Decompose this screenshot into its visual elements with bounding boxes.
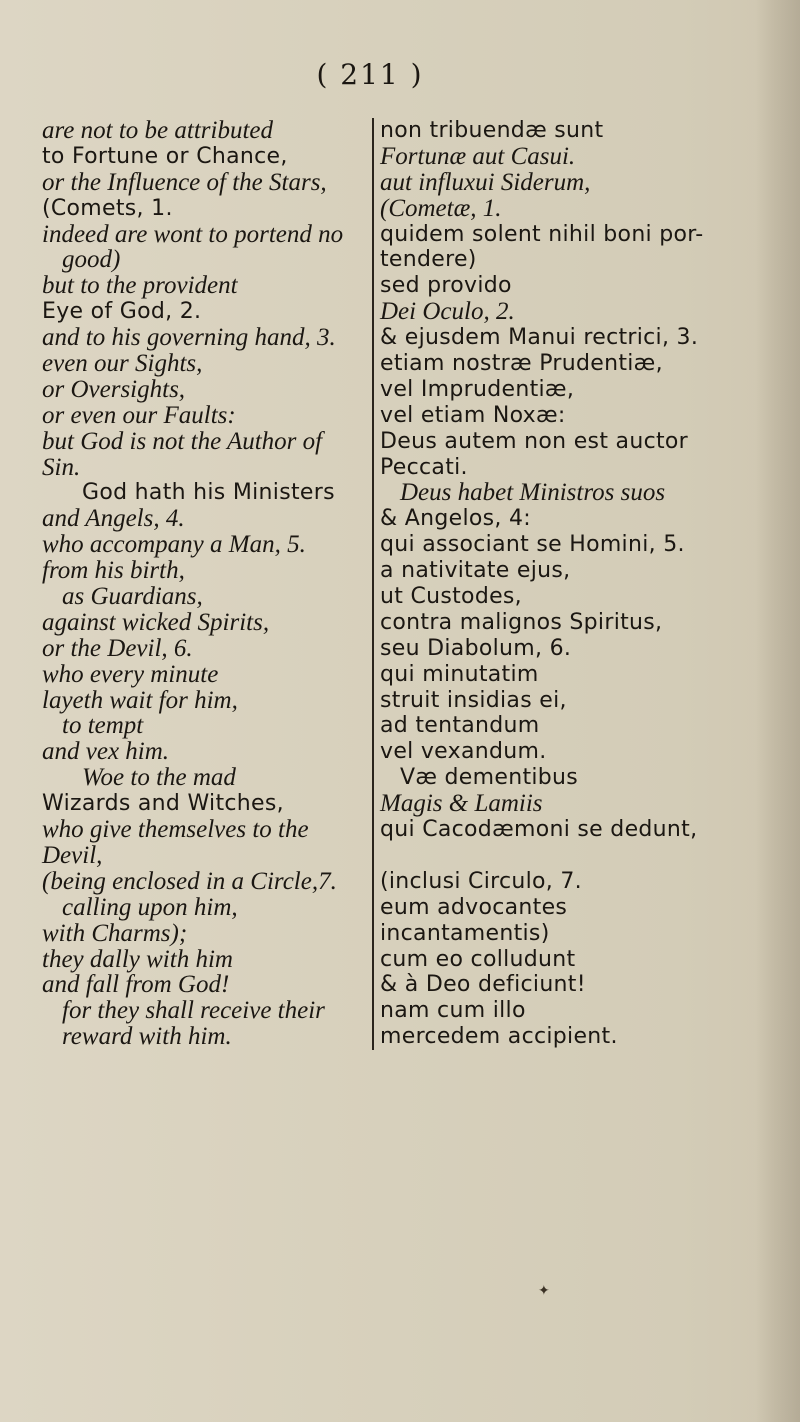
english-line: who every minute bbox=[42, 660, 219, 688]
english-line: Woe to the mad bbox=[82, 764, 236, 792]
latin-line: quidem solent nihil boni por- bbox=[380, 221, 704, 247]
english-line: and fall from God! bbox=[42, 971, 230, 999]
latin-line: ad tentandum bbox=[380, 713, 540, 739]
latin-line: ut Custodes, bbox=[380, 584, 522, 610]
english-line: are not to be attributed bbox=[42, 117, 273, 144]
latin-line: seu Diabolum, 6. bbox=[380, 635, 572, 661]
latin-line: mercedem accipient. bbox=[380, 1024, 618, 1050]
latin-line: a nativitate ejus, bbox=[380, 558, 571, 584]
english-line: or the Influence of the Stars, bbox=[42, 168, 327, 196]
latin-line: vel etiam Noxæ: bbox=[380, 402, 566, 428]
english-line: to tempt bbox=[62, 712, 144, 740]
english-line: Wizards and Witches, bbox=[42, 791, 284, 817]
latin-line: struit insidias ei, bbox=[380, 687, 567, 713]
latin-line: nam cum illo bbox=[380, 998, 526, 1024]
english-line: calling upon him, bbox=[62, 893, 238, 921]
english-line: Devil, bbox=[42, 841, 103, 869]
latin-line: (Cometæ, 1. bbox=[380, 194, 502, 222]
latin-line: sed provido bbox=[380, 273, 512, 299]
latin-line: & à Deo deficiunt! bbox=[380, 972, 586, 998]
latin-line: vel Imprudentiæ, bbox=[380, 376, 575, 402]
english-line: and vex him. bbox=[42, 738, 170, 766]
english-line: and to his governing hand, 3. bbox=[42, 324, 336, 352]
english-line: (Comets, 1. bbox=[42, 195, 173, 221]
english-column bbox=[42, 118, 378, 1050]
latin-line: Deus habet Ministros suos bbox=[400, 479, 666, 507]
english-line: as Guardians, bbox=[62, 583, 203, 611]
latin-line: contra malignos Spiritus, bbox=[380, 609, 663, 635]
english-line: indeed are wont to portend no bbox=[42, 220, 344, 248]
printer-mark-icon: ✦ bbox=[538, 1283, 550, 1299]
latin-line: Deus autem non est auctor bbox=[380, 428, 688, 454]
english-line: or Oversights, bbox=[42, 375, 186, 403]
english-line: good) bbox=[62, 246, 121, 274]
english-line: layeth wait for him, bbox=[42, 686, 238, 714]
english-line: but to the provident bbox=[42, 272, 238, 300]
latin-line: Peccati. bbox=[380, 454, 468, 480]
latin-column bbox=[372, 118, 780, 1050]
latin-line: eum advocantes bbox=[380, 894, 568, 920]
english-line: for they shall receive their bbox=[62, 997, 325, 1025]
latin-line: Magis & Lamiis bbox=[380, 790, 543, 818]
english-line: who accompany a Man, 5. bbox=[42, 531, 306, 559]
latin-line: etiam nostræ Prudentiæ, bbox=[380, 351, 663, 377]
english-line: from his birth, bbox=[42, 557, 185, 585]
latin-line bbox=[380, 843, 780, 869]
latin-line: incantamentis) bbox=[380, 920, 550, 946]
latin-line: Fortunæ aut Casui. bbox=[380, 142, 576, 170]
english-line: even our Sights, bbox=[42, 350, 203, 378]
english-line: who give themselves to the bbox=[42, 816, 309, 844]
latin-line: Væ dementibus bbox=[400, 765, 579, 791]
english-line: and Angels, 4. bbox=[42, 505, 185, 533]
page-number: ( 211 ) bbox=[316, 58, 424, 91]
english-line: or the Devil, 6. bbox=[42, 634, 193, 662]
english-line: to Fortune or Chance, bbox=[42, 143, 288, 169]
latin-line: non tribuendæ sunt bbox=[380, 118, 604, 143]
latin-line: tendere) bbox=[380, 247, 477, 273]
english-line: but God is not the Author of bbox=[42, 427, 323, 455]
latin-line: aut influxui Siderum, bbox=[380, 168, 591, 196]
latin-line: vel vexandum. bbox=[380, 739, 547, 765]
english-line: they dally with him bbox=[42, 945, 233, 973]
latin-line: qui Cacodæmoni se dedunt, bbox=[380, 817, 698, 843]
latin-line: qui minutatim bbox=[380, 661, 539, 687]
latin-line: & Angelos, 4: bbox=[380, 506, 531, 532]
english-line: or even our Faults: bbox=[42, 401, 236, 429]
english-line: Sin. bbox=[42, 453, 81, 481]
latin-line: cum eo colludunt bbox=[380, 946, 576, 972]
latin-line: Dei Oculo, 2. bbox=[380, 298, 515, 326]
english-line: (being enclosed in a Circle,7. bbox=[42, 867, 337, 895]
english-line: reward with him. bbox=[62, 1023, 232, 1051]
latin-line: (inclusi Circulo, 7. bbox=[380, 868, 582, 894]
english-line: God hath his Ministers bbox=[82, 480, 335, 506]
english-line: against wicked Spirits, bbox=[42, 608, 270, 636]
english-line: with Charms); bbox=[42, 919, 188, 947]
latin-line: & ejusdem Manui rectrici, 3. bbox=[380, 325, 699, 351]
english-line: Eye of God, 2. bbox=[42, 299, 202, 325]
latin-line: qui associant se Homini, 5. bbox=[380, 532, 685, 558]
